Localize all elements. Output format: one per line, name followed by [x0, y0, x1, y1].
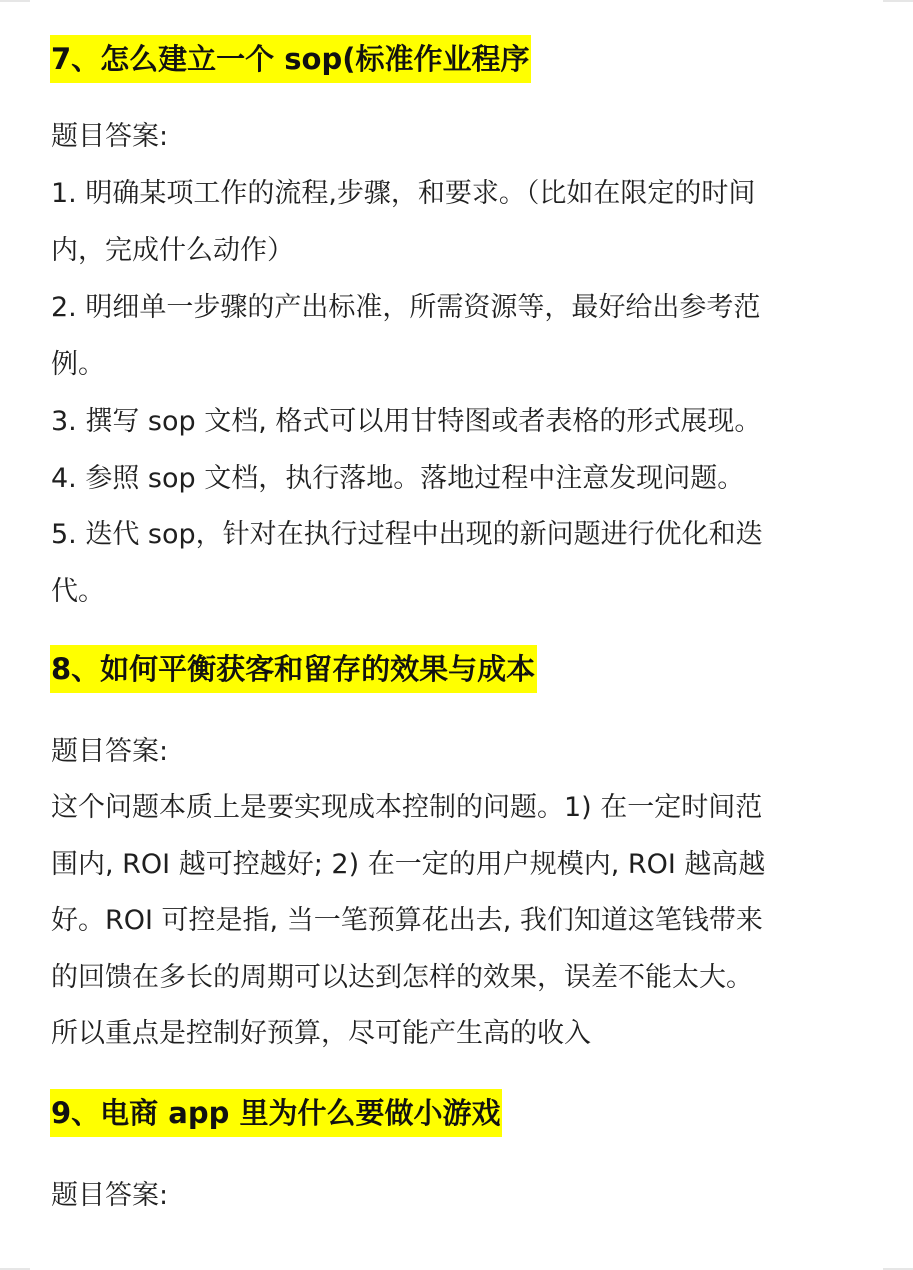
section-heading-8: 8、如何平衡获客和留存的效果与成本: [50, 645, 537, 693]
answer-line: 代。: [51, 576, 105, 607]
answer-line: 4. 参照 sop 文档，执行落地。落地过程中注意发现问题。: [51, 463, 745, 494]
answer-line: 3. 撰写 sop 文档, 格式可以用甘特图或者表格的形式展现。: [51, 406, 762, 437]
page-corner-mark: [883, 0, 913, 2]
answer-label: 题目答案:: [51, 121, 169, 152]
section-heading-9: 9、电商 app 里为什么要做小游戏: [50, 1089, 502, 1137]
answer-line: 1. 明确某项工作的流程,步骤，和要求。（比如在限定的时间: [51, 178, 756, 209]
answer-line: 例。: [51, 349, 105, 380]
answer-line: 所以重点是控制好预算，尽可能产生高的收入: [51, 1018, 591, 1049]
answer-line: 5. 迭代 sop，针对在执行过程中出现的新问题进行优化和迭: [51, 519, 763, 550]
answer-label: 题目答案:: [51, 736, 169, 767]
answer-line: 2. 明细单一步骤的产出标准，所需资源等，最好给出参考范: [51, 292, 761, 323]
section-heading-7: 7、怎么建立一个 sop(标准作业程序: [50, 35, 531, 83]
answer-line: 的回馈在多长的周期可以达到怎样的效果，误差不能太大。: [51, 962, 753, 993]
page-corner-mark: [0, 0, 30, 2]
answer-line: 这个问题本质上是要实现成本控制的问题。1) 在一定时间范: [51, 792, 763, 823]
answer-label: 题目答案:: [51, 1180, 169, 1211]
answer-line: 内，完成什么动作）: [51, 235, 294, 266]
answer-line: 围内, ROI 越可控越好; 2) 在一定的用户规模内, ROI 越高越: [51, 849, 766, 880]
answer-line: 好。ROI 可控是指, 当一笔预算花出去, 我们知道这笔钱带来: [51, 905, 763, 936]
